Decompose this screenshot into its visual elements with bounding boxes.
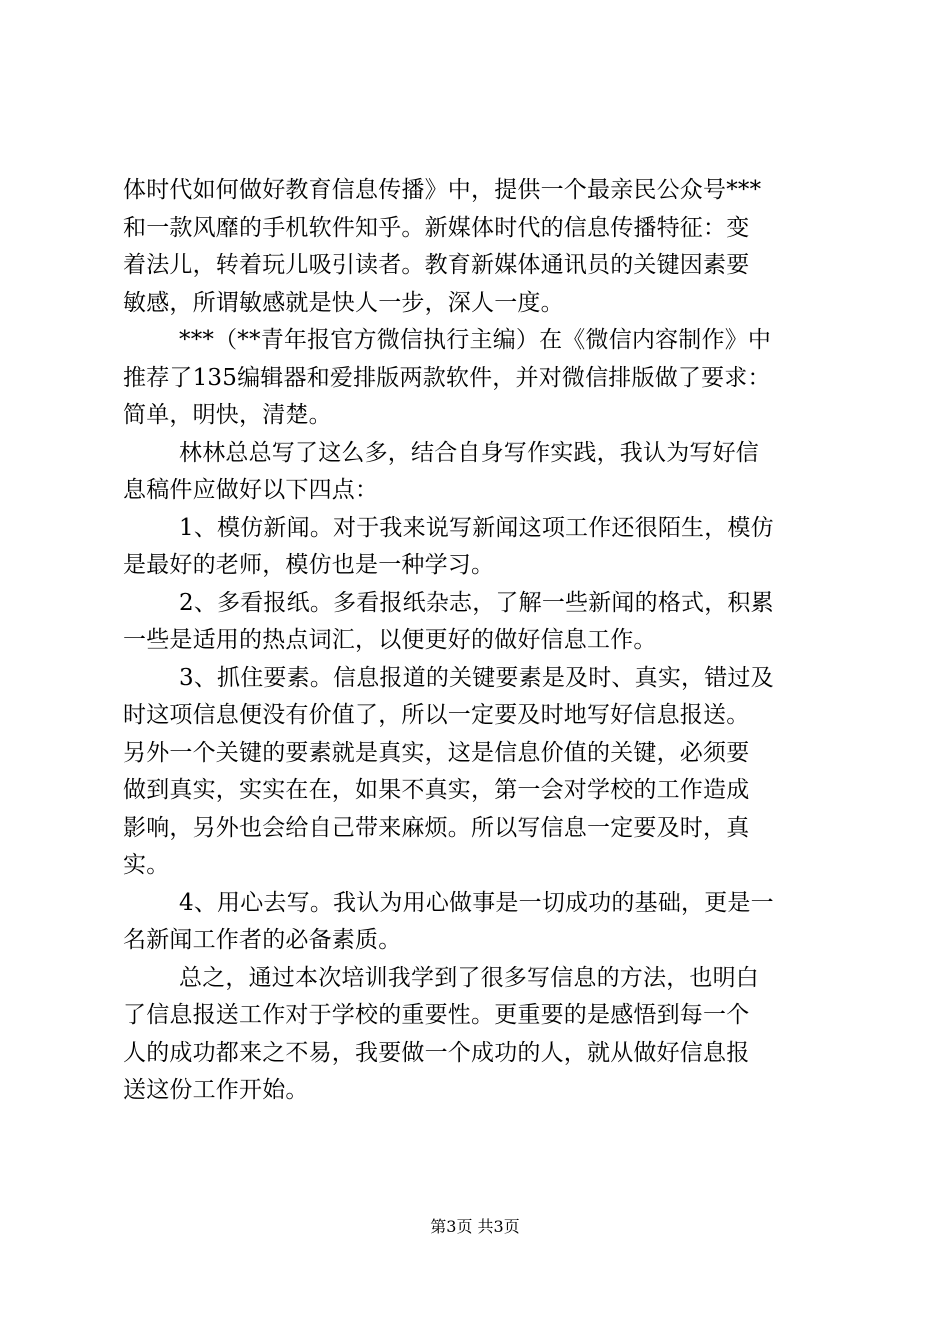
text-line: 林林总总写了这么多，结合自身写作实践，我认为写好信 — [179, 439, 759, 466]
document-body — [123, 172, 835, 1110]
text-line: 2、多看报纸。多看报纸杂志，了解一些新闻的格式，积累 — [179, 589, 774, 616]
text-line: 总之，通过本次培训我学到了很多写信息的方法，也明白 — [179, 964, 759, 991]
text-line: 一些是适用的热点词汇，以便更好的做好信息工作。 — [123, 627, 657, 653]
text-line: 实。 — [123, 852, 170, 878]
text-line: 人的成功都来之不易，我要做一个成功的人，就从做好信息报 — [123, 1039, 750, 1066]
text-line: 3、抓住要素。信息报道的关键要素是及时、真实，错过及 — [179, 664, 774, 691]
text-line: 体时代如何做好教育信息传播》中，提供一个最亲民公众号*** — [123, 177, 762, 203]
page-footer: 第3页 共3页 — [430, 1217, 520, 1236]
text-line: 是最好的老师，模仿也是一种学习。 — [123, 552, 495, 578]
text-line: 推荐了135编辑器和爱排版两款软件，并对微信排版做了要求： — [123, 364, 771, 391]
text-line: 名新闻工作者的必备素质。 — [123, 927, 402, 953]
text-line: 着法儿，转着玩儿吸引读者。教育新媒体通讯员的关键因素要 — [123, 252, 750, 278]
text-line: 息稿件应做好以下四点： — [123, 477, 379, 503]
text-line: ***（**青年报官方微信执行主编）在《微信内容制作》中 — [179, 327, 772, 353]
text-line: 另外一个关键的要素就是真实，这是信息价值的关键，必须要 — [123, 739, 750, 766]
text-line: 简单，明快，清楚。 — [123, 402, 332, 428]
text-line: 1、模仿新闻。对于我来说写新闻这项工作还很陌生，模仿 — [179, 514, 774, 541]
text-line: 4、用心去写。我认为用心做事是一切成功的基础，更是一 — [179, 889, 774, 916]
text-line: 和一款风靡的手机软件知乎。新媒体时代的信息传播特征：变 — [123, 214, 750, 241]
text-line: 敏感，所谓敏感就是快人一步，深人一度。 — [123, 289, 564, 316]
text-line: 影响，另外也会给自己带来麻烦。所以写信息一定要及时，真 — [123, 814, 750, 841]
text-line: 时这项信息便没有价值了，所以一定要及时地写好信息报送。 — [123, 702, 750, 728]
text-line: 做到真实，实实在在，如果不真实，第一会对学校的工作造成 — [123, 777, 750, 803]
text-line: 送这份工作开始。 — [123, 1077, 309, 1103]
text-line: 了信息报送工作对于学校的重要性。更重要的是感悟到每一个 — [123, 1002, 750, 1028]
